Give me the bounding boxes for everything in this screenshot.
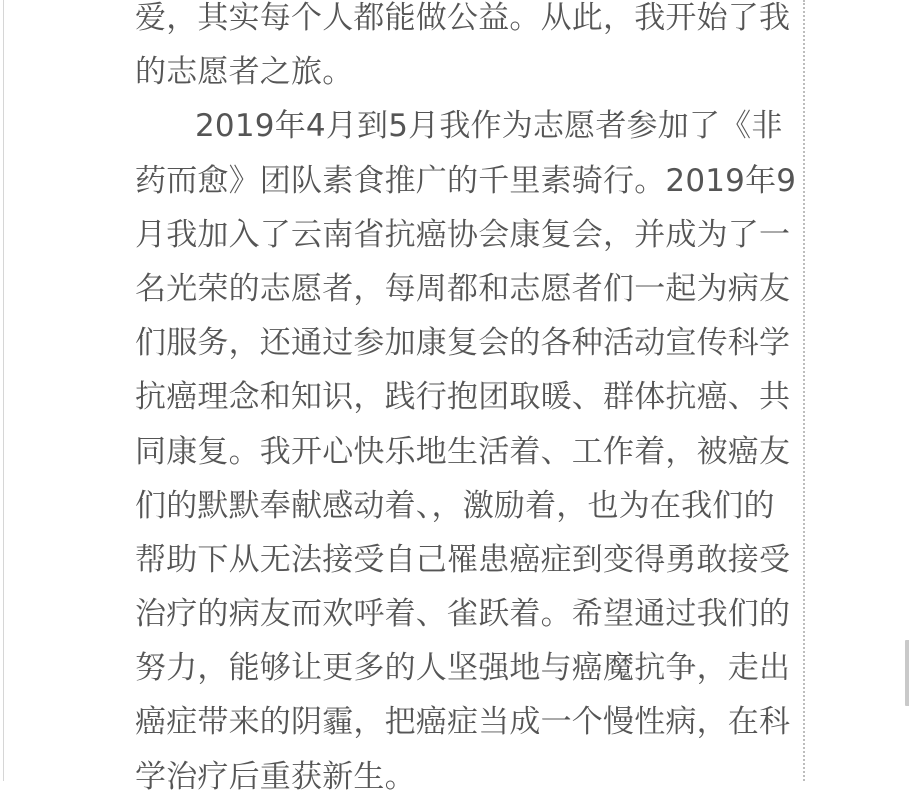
article-line: 们服务，还通过参加康复会的各种活动宣传科学: [135, 325, 791, 362]
article-line: 们的默默奉献感动着、，激励着，也为在我们的: [135, 487, 775, 524]
article-line: 月我加入了云南省抗癌协会康复会，并成为了一: [135, 216, 791, 253]
article-line: 药而愈》团队素食推广的千里素骑行。2019年9: [135, 162, 797, 199]
article-line: 名光荣的志愿者，每周都和志愿者们一起为病友: [135, 270, 791, 307]
scrollbar-thumb[interactable]: [905, 640, 909, 706]
article-line: 帮助下从无法接受自己罹患癌症到变得勇敢接受: [135, 541, 791, 578]
article-line: 爱，其实每个人都能做公益。从此，我开始了我: [135, 0, 791, 36]
article-line: 抗癌理念和知识，践行抱团取暖、群体抗癌、共: [135, 379, 791, 416]
article-line: 的志愿者之旅。: [135, 54, 354, 91]
article-line: 努力，能够让更多的人坚强地与癌魔抗争，走出: [135, 650, 791, 687]
article-paragraph-start: 2019年4月到5月我作为志愿者参加了《非: [195, 108, 783, 145]
article-line: 学治疗后重获新生。: [135, 758, 416, 795]
article-line: 同康复。我开心快乐地生活着、工作着，被癌友: [135, 433, 791, 470]
article-line: 癌症带来的阴霾，把癌症当成一个慢性病，在科: [135, 704, 791, 741]
dotted-border-line: [803, 0, 805, 781]
article-line: 治疗的病友而欢呼着、雀跃着。希望通过我们的: [135, 596, 791, 633]
left-border-line: [3, 0, 4, 781]
article-body: [135, 0, 797, 804]
